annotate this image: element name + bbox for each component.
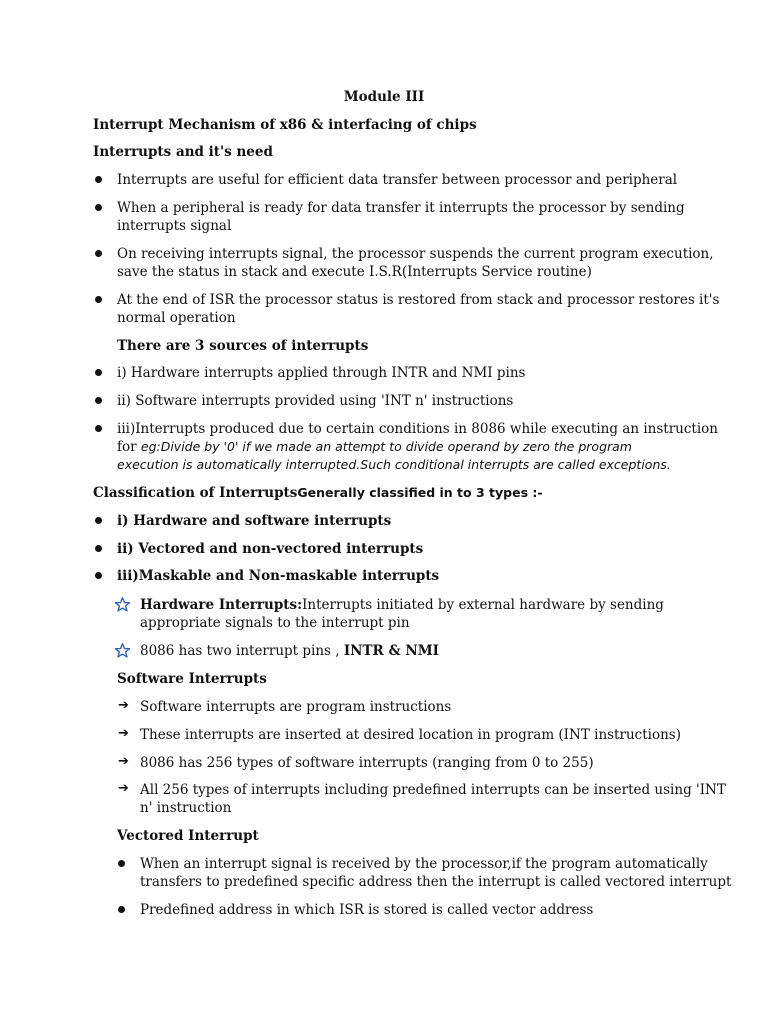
bullet-icon (118, 860, 125, 867)
example-text-continuation: execution is automatically interrupted.Such conditional interrupts are called exceptions. (117, 457, 671, 472)
list-item: iii)Interrupts produced due to certain conditions in 8086 while executing an instruction (117, 421, 718, 437)
interrupt-pins-text: 8086 has two interrupt pins , (140, 643, 344, 659)
list-item-continuation: normal operation (117, 310, 236, 326)
bullet-icon (95, 250, 102, 257)
bullet-icon (118, 906, 125, 913)
bullet-icon (95, 425, 102, 432)
bullet-icon (95, 545, 102, 552)
list-item: At the end of ISR the processor status is restored from stack and processor restores it's (117, 292, 720, 308)
software-interrupts-heading: Software Interrupts (117, 671, 267, 687)
classification-rest: Generally classified in to 3 types :- (297, 485, 543, 500)
list-item: i) Hardware and software interrupts (117, 513, 392, 529)
text-prefix: for (117, 439, 141, 455)
list-item-continuation (117, 438, 632, 456)
hardware-interrupts-term: Hardware Interrupts: (140, 597, 303, 613)
bullet-icon (95, 572, 102, 579)
need-heading: Interrupts and it's need (93, 144, 273, 160)
list-item: Predefined address in which ISR is stored is called vector address (140, 902, 594, 918)
list-item: These interrupts are inserted at desired location in program (INT instructions) (140, 727, 681, 743)
list-item: iii)Maskable and Non-maskable interrupts (117, 568, 440, 584)
list-item: 8086 has 256 types of software interrupts (ranging from 0 to 255) (140, 755, 594, 771)
vectored-interrupt-heading: Vectored Interrupt (117, 828, 259, 844)
right-arrow-icon: ➔ (118, 726, 129, 741)
list-item: i) Hardware interrupts applied through INTR and NMI pins (117, 365, 526, 381)
list-item-continuation: appropriate signals to the interrupt pin (140, 615, 410, 631)
bullet-icon (95, 176, 102, 183)
list-item: All 256 types of interrupts including predefined interrupts can be inserted using 'INT (140, 782, 726, 798)
list-item-continuation: n' instruction (140, 800, 232, 816)
right-arrow-icon: ➔ (118, 754, 129, 769)
bullet-icon (95, 397, 102, 404)
bullet-icon (95, 369, 102, 376)
classification-bold: Classification of Interrupts (93, 485, 298, 501)
list-item-continuation: save the status in stack and execute I.S.R(Interrupts Service routine) (117, 264, 592, 280)
list-item: Software interrupts are program instructions (140, 699, 452, 715)
list-item-continuation: transfers to predefined specific address then the interrupt is called vectored interrupt (140, 874, 732, 890)
interrupt-pins-names: INTR & NMI (343, 643, 439, 659)
sources-heading: There are 3 sources of interrupts (117, 338, 369, 354)
hardware-interrupts-desc: Interrupts initiated by external hardware by sending (302, 597, 664, 613)
list-item: ii) Software interrupts provided using 'INT n' instructions (117, 393, 514, 409)
list-item: Interrupts are useful for efficient data transfer between processor and peripheral (117, 172, 678, 188)
interrupt-pins-item (140, 642, 439, 660)
list-item: On receiving interrupts signal, the processor suspends the current program execution, (117, 246, 714, 262)
list-item: When an interrupt signal is received by the processor,if the program automatically (140, 856, 708, 872)
star-bullet-icon (115, 643, 130, 658)
star-bullet-icon (115, 597, 130, 612)
list-item-continuation: interrupts signal (117, 218, 232, 234)
classification-heading (93, 484, 543, 502)
bullet-icon (95, 204, 102, 211)
right-arrow-icon: ➔ (118, 781, 129, 796)
main-heading: Interrupt Mechanism of x86 & interfacing of chips (93, 117, 477, 133)
bullet-icon (95, 296, 102, 303)
list-item: ii) Vectored and non-vectored interrupts (117, 541, 424, 557)
list-item: When a peripheral is ready for data transfer it interrupts the processor by sending (117, 200, 685, 216)
right-arrow-icon: ➔ (118, 698, 129, 713)
hardware-interrupts-item (140, 596, 664, 614)
module-title: Module III (343, 89, 425, 105)
example-text: eg:Divide by '0' if we made an attempt to divide operand by zero the program (140, 439, 632, 454)
bullet-icon (95, 517, 102, 524)
